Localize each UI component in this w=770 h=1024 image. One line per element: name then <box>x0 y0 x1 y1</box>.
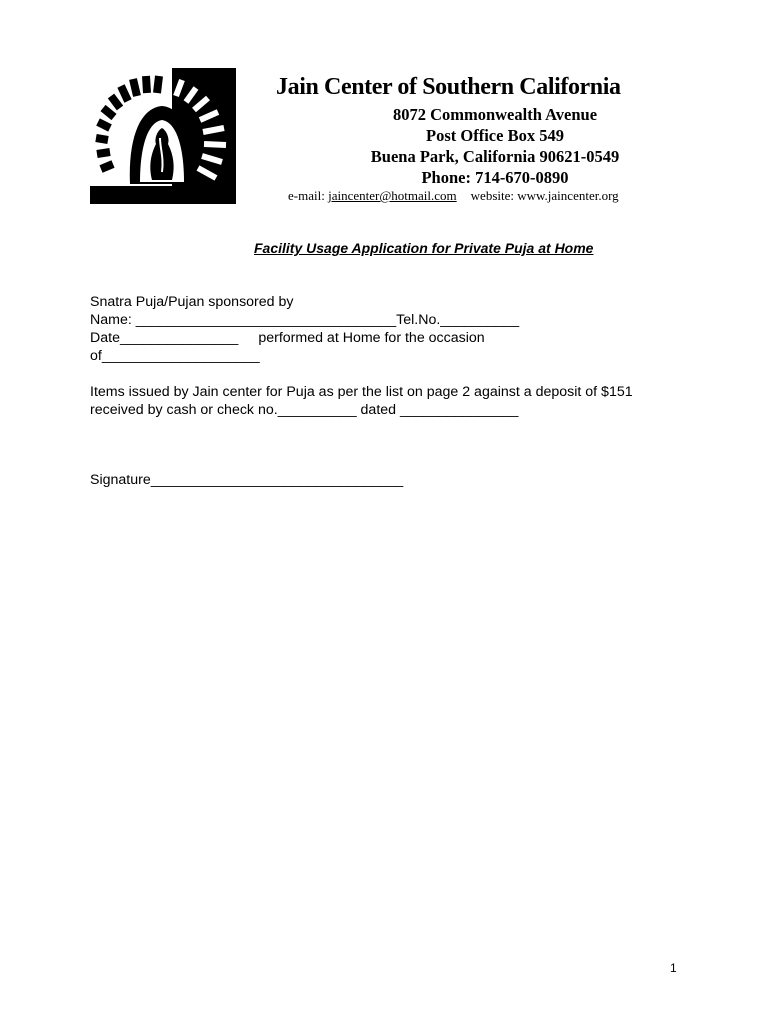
occasion-field[interactable]: ____________________ <box>101 348 260 364</box>
received-by-text: received by cash or check no. <box>90 402 278 418</box>
dated-field[interactable]: _______________ <box>400 402 519 418</box>
form-title: Facility Usage Application for Private Puja at Home <box>254 240 594 256</box>
dated-label: dated <box>360 402 397 418</box>
occasion-line <box>90 348 260 364</box>
address-line-2: Post Office Box 549 <box>426 126 564 145</box>
email-link[interactable]: jaincenter@hotmail.com <box>328 188 457 203</box>
deposit-line <box>90 402 518 418</box>
of-label: of <box>90 348 102 364</box>
jain-center-emblem-icon <box>90 68 236 204</box>
page-number: 1 <box>670 961 677 975</box>
signature-label: Signature <box>90 472 151 488</box>
items-issued-text: Items issued by Jain center for Puja as per the list on page 2 against a deposit of $151 <box>90 384 633 400</box>
website-text: website: www.jaincenter.org <box>470 188 619 203</box>
sponsored-by-label: Snatra Puja/Pujan sponsored by <box>90 294 294 310</box>
address-line-3: Buena Park, California 90621-0549 <box>370 147 620 166</box>
occasion-text: performed at Home for the occasion <box>258 330 485 346</box>
organization-name: Jain Center of Southern California <box>276 74 621 100</box>
contact-line <box>288 188 619 204</box>
signature-line <box>90 472 403 488</box>
email-label: e-mail: <box>288 188 325 203</box>
address-line-1: 8072 Commonwealth Avenue <box>392 105 598 124</box>
date-line <box>90 330 485 346</box>
phone-line: Phone: 714-670-0890 <box>421 168 569 187</box>
tel-label: Tel.No. <box>396 312 441 328</box>
tel-field[interactable]: __________ <box>440 312 520 328</box>
name-field[interactable]: _________________________________ <box>135 312 397 328</box>
name-label: Name: <box>90 312 132 328</box>
date-label: Date <box>90 330 120 346</box>
check-number-field[interactable]: __________ <box>277 402 357 418</box>
date-field[interactable]: _______________ <box>119 330 239 346</box>
name-line <box>90 312 519 328</box>
signature-field[interactable]: ________________________________ <box>150 472 404 488</box>
